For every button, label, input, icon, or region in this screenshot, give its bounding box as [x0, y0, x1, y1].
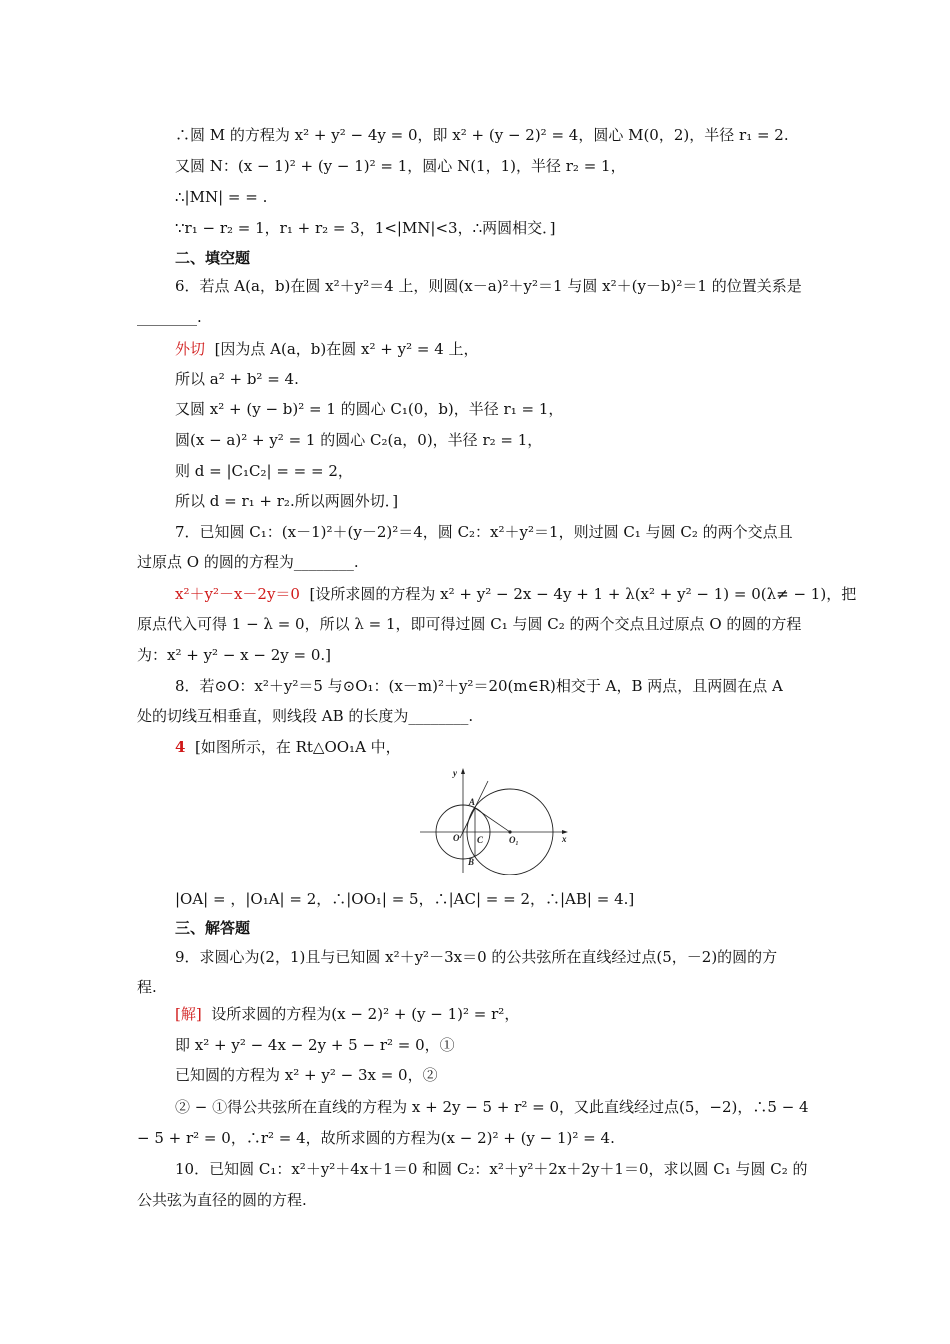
solution-line — [175, 737, 401, 757]
label-O1: O₁ — [509, 835, 519, 845]
solution-line — [175, 584, 856, 604]
y-axis-arrow — [461, 768, 465, 774]
solution-line: 则 d = |C₁C₂| = = = 2， — [175, 462, 353, 480]
solution-line: 即 x² + y² − 4x − 2y + 5 − r² = 0，① — [175, 1036, 455, 1054]
solution-line: 所以 d = r₁ + r₂.所以两圆外切．] — [175, 492, 399, 510]
segment-AO1 — [475, 808, 510, 832]
question-line: 9．求圆心为(2，1)且与已知圆 x²＋y²－3x＝0 的公共弦所在直线经过点(5，－2)的圆的方 — [175, 948, 778, 966]
tangent-line — [460, 781, 488, 838]
solution-line: − 5 + r² = 0，∴r² = 4，故所求圆的方程为(x − 2)² + (y − 1)² = 4. — [137, 1129, 615, 1147]
label-x: x — [562, 834, 567, 844]
solution-line: 为：x² + y² − x − 2y = 0.] — [137, 646, 332, 664]
section-heading: 二、填空题 — [175, 249, 251, 267]
question-line: 程. — [137, 978, 157, 996]
solution-tag: [解] — [175, 1005, 202, 1023]
point-O1 — [508, 830, 511, 833]
question-line: 10．已知圆 C₁：x²＋y²＋4x＋1＝0 和圆 C₂：x²＋y²＋2x＋2y＋1＝0，求以圆 C₁ 与圆 C₂ 的 — [175, 1160, 808, 1178]
label-C: C — [477, 835, 484, 845]
solution-line — [175, 1004, 519, 1024]
question-line: ________. — [137, 308, 202, 326]
solution-text: [设所求圆的方程为 x² + y² − 2x − 4y + 1 + λ(x² + y² − 1) = 0(λ≠ − 1)，把 — [309, 585, 857, 603]
solution-line: ∴|MN| = = . — [175, 188, 268, 206]
question-line: 公共弦为直径的圆的方程. — [137, 1191, 307, 1209]
solution-line: ∴圆 M 的方程为 x² + y² − 4y = 0，即 x² + (y − 2)² = 4，圆心 M(0，2)，半径 r₁ = 2. — [175, 126, 789, 144]
question-line: 7．已知圆 C₁：(x－1)²＋(y－2)²＝4，圆 C₂：x²＋y²＝1，则过圆 C₁ 与圆 C₂ 的两个交点且 — [175, 523, 793, 541]
solution-line: 已知圆的方程为 x² + y² − 3x = 0，② — [175, 1066, 438, 1084]
solution-line: ② − ①得公共弦所在直线的方程为 x + 2y − 5 + r² = 0，又此直线经过点(5，−2)，∴5 − 4 — [175, 1098, 809, 1116]
solution-line: 圆(x − a)² + y² = 1 的圆心 C₂(a，0)，半径 r₂ = 1， — [175, 431, 543, 449]
label-A: A — [469, 797, 476, 807]
section-heading: 三、解答题 — [175, 919, 251, 937]
answer-text: 外切 — [175, 340, 206, 358]
solution-text: 设所求圆的方程为(x − 2)² + (y − 1)² = r²， — [211, 1005, 520, 1023]
solution-line: 又圆 N：(x − 1)² + (y − 1)² = 1，圆心 N(1，1)，半径 r₂ = 1， — [175, 157, 626, 175]
label-B: B — [468, 857, 475, 867]
label-y: y — [453, 768, 457, 778]
question-line: 8．若⊙O：x²＋y²＝5 与⊙O₁：(x－m)²＋y²＝20(m∈R)相交于 A，B 两点，且两圆在点 A — [175, 677, 783, 695]
label-O: O — [453, 833, 460, 843]
solution-text: [因为点 A(a，b)在圆 x² + y² = 4 上， — [214, 340, 479, 358]
answer-text: x²＋y²－x－2y＝0 — [175, 585, 300, 603]
solution-line — [175, 339, 479, 359]
answer-text: 4 — [175, 738, 186, 756]
question-line: 过原点 O 的圆的方程为________. — [137, 553, 359, 571]
solution-line: 所以 a² + b² = 4. — [175, 370, 299, 388]
solution-line: ∵r₁ − r₂ = 1，r₁ + r₂ = 3，1<|MN|<3，∴两圆相交．] — [175, 219, 556, 237]
question-line: 6．若点 A(a，b)在圆 x²＋y²＝4 上，则圆(x－a)²＋y²＝1 与圆 x²＋(y－b)²＝1 的位置关系是 — [175, 277, 802, 295]
solution-line: |OA| = ，|O₁A| = 2，∴|OO₁| = 5，∴|AC| = = 2，∴|AB| = 4.] — [175, 890, 635, 908]
two-circles-figure — [418, 765, 578, 875]
question-line: 处的切线互相垂直，则线段 AB 的长度为________. — [137, 707, 474, 725]
solution-line: 又圆 x² + (y − b)² = 1 的圆心 C₁(0，b)，半径 r₁ = 1， — [175, 400, 564, 418]
solution-text: [如图所示，在 Rt△OO₁A 中， — [194, 738, 401, 756]
solution-line: 原点代入可得 1 − λ = 0，所以 λ = 1，即可得过圆 C₁ 与圆 C₂ 的两个交点且过原点 O 的圆的方程 — [137, 615, 802, 633]
